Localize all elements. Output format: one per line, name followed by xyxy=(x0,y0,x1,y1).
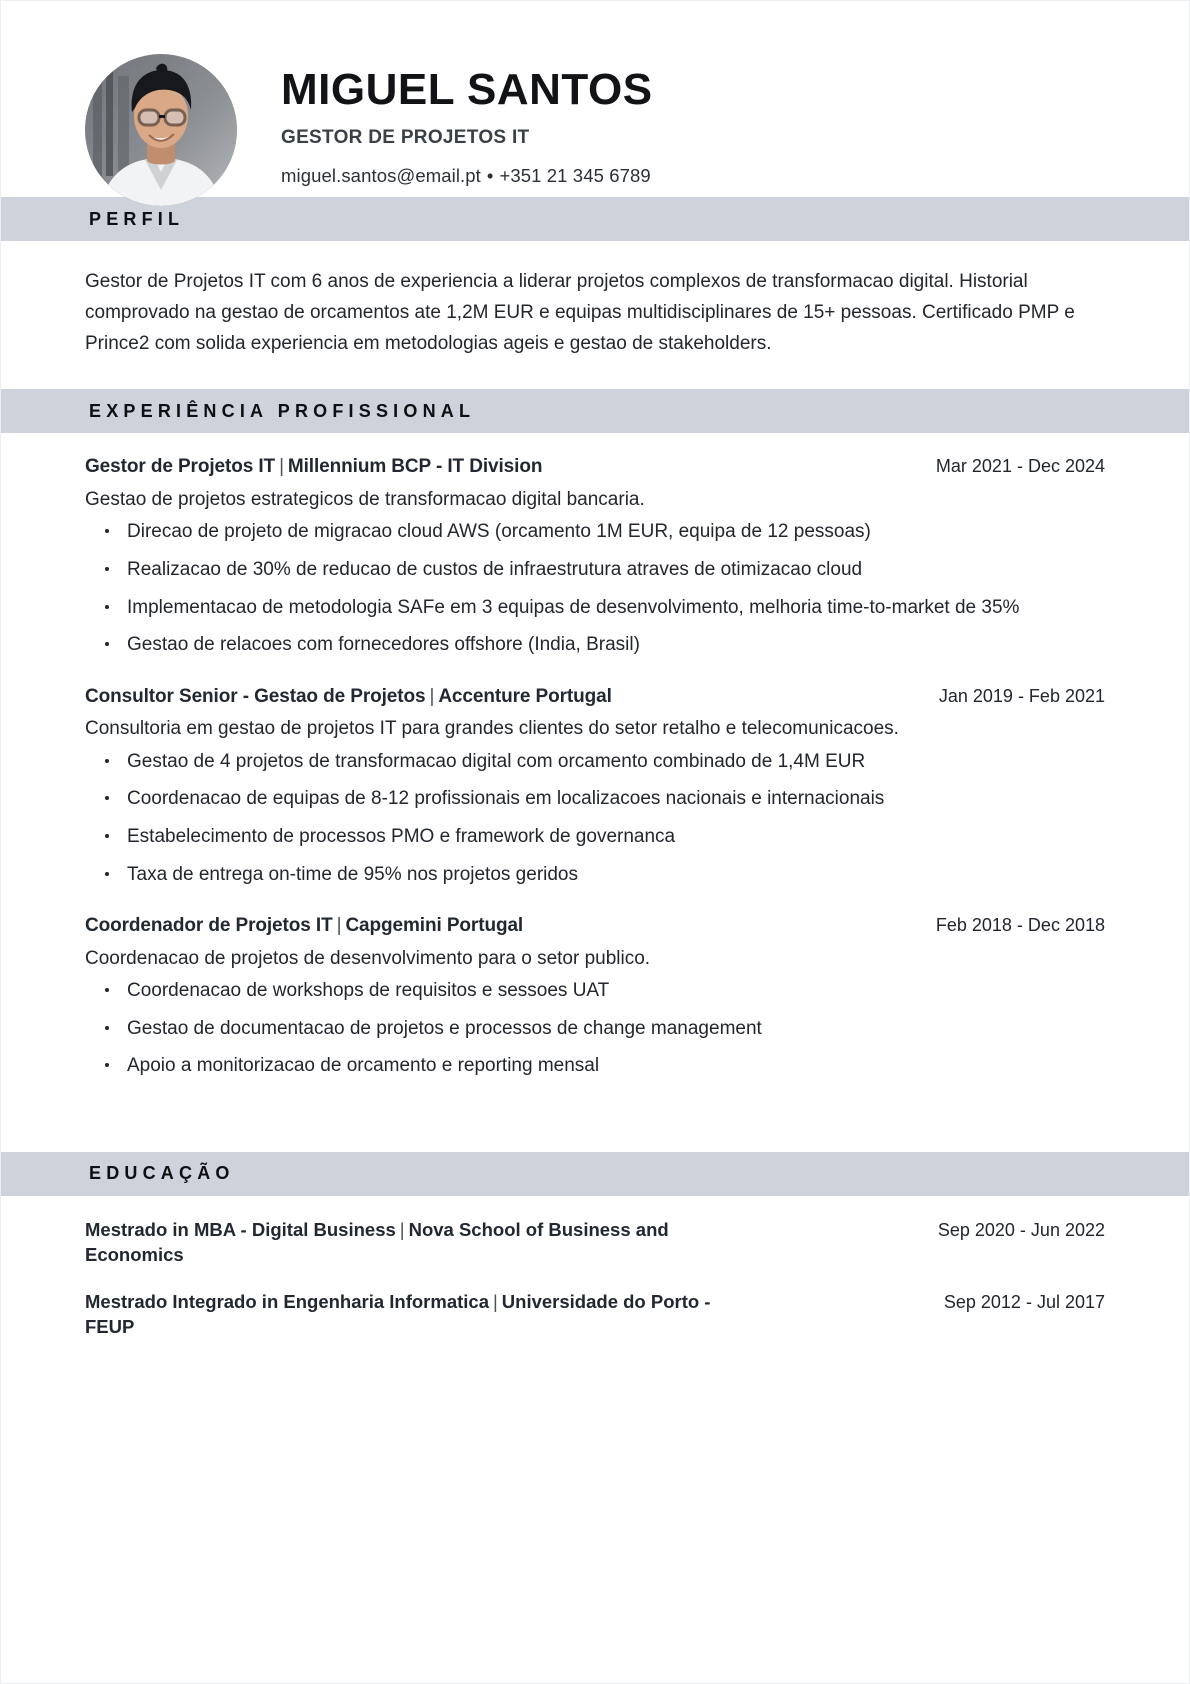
experience-bullet: Coordenacao de workshops de requisitos e sessoes UAT xyxy=(85,977,1105,1005)
section-title-experience: EXPERIÊNCIA PROFISSIONAL xyxy=(89,400,476,421)
section-title-profile: PERFIL xyxy=(89,208,185,229)
section-body-experience xyxy=(1,433,1189,1114)
experience-date: Mar 2021 - Dec 2024 xyxy=(935,456,1105,477)
experience-bullet: Apoio a monitorizacao de orcamento e reporting mensal xyxy=(85,1052,1105,1080)
education-degree: Mestrado in MBA - Digital Business xyxy=(85,1218,396,1240)
experience-role-company xyxy=(85,685,612,710)
section-body-profile xyxy=(1,241,1189,389)
experience-company: Accenture Portugal xyxy=(438,685,612,707)
education-date: Sep 2020 - Jun 2022 xyxy=(937,1219,1105,1240)
experience-entry-header xyxy=(85,455,1105,480)
education-entry xyxy=(85,1290,1105,1340)
experience-bullet: Gestao de 4 projetos de transformacao digital com orcamento combinado de 1,4M EUR xyxy=(85,748,1105,776)
experience-bullet: Implementacao de metodologia SAFe em 3 equipas de desenvolvimento, melhoria time-to-market de 35% xyxy=(85,594,1105,622)
title-separator: | xyxy=(279,456,284,478)
experience-company: Capgemini Portugal xyxy=(345,915,524,937)
experience-bullet: Coordenacao de equipas de 8-12 profissionais em localizacoes nacionais e internacionais xyxy=(85,785,1105,813)
experience-entry-header xyxy=(85,914,1105,939)
experience-entry xyxy=(85,685,1105,888)
experience-date: Feb 2018 - Dec 2018 xyxy=(935,915,1105,936)
avatar-photo-icon xyxy=(85,54,237,206)
spacer xyxy=(1,1114,1189,1152)
phone-text: +351 21 345 6789 xyxy=(499,164,651,186)
section-body-education xyxy=(1,1196,1189,1340)
title-separator: | xyxy=(399,1218,405,1240)
section-header-experience xyxy=(1,389,1189,433)
experience-summary: Consultoria em gestao de projetos IT para grandes clientes do setor retalho e telecomunicacoes. xyxy=(85,718,899,740)
experience-bullet: Estabelecimento de processos PMO e framework de governanca xyxy=(85,823,1105,851)
experience-entry xyxy=(85,455,1105,658)
experience-bullet: Gestao de relacoes com fornecedores offshore (India, Brasil) xyxy=(85,631,1105,659)
experience-role-company xyxy=(85,914,523,939)
header-job-title: GESTOR DE PROJETOS IT xyxy=(281,126,530,148)
education-entry-header xyxy=(85,1290,1105,1340)
experience-role-company xyxy=(85,455,542,480)
education-degree: Mestrado Integrado in Engenharia Informatica xyxy=(85,1290,489,1312)
title-separator: | xyxy=(336,915,342,937)
contact-separator: • xyxy=(486,164,494,186)
experience-role: Gestor de Projetos IT xyxy=(85,456,276,478)
resume-header xyxy=(1,1,1189,197)
experience-bullet: Taxa de entrega on-time de 95% nos projetos geridos xyxy=(85,861,1105,889)
section-header-education xyxy=(1,1152,1189,1196)
education-degree-institution xyxy=(85,1218,725,1268)
experience-bullet-list xyxy=(85,518,1105,658)
experience-bullet: Direcao de projeto de migracao cloud AWS (orcamento 1M EUR, equipa de 12 pessoas) xyxy=(85,518,1105,546)
experience-entry xyxy=(85,914,1105,1080)
experience-bullet: Gestao de documentacao de projetos e processos de change management xyxy=(85,1015,1105,1043)
education-entry xyxy=(85,1218,1105,1268)
section-title-education: EDUCAÇÃO xyxy=(89,1163,235,1184)
experience-bullet-list xyxy=(85,748,1105,888)
experience-role: Coordenador de Projetos IT xyxy=(85,915,333,937)
education-entry-header xyxy=(85,1218,1105,1268)
experience-bullet: Realizacao de 30% de reducao de custos de infraestrutura atraves de otimizacao cloud xyxy=(85,556,1105,584)
experience-company: Millennium BCP - IT Division xyxy=(287,456,543,478)
experience-summary: Coordenacao de projetos de desenvolvimento para o setor publico. xyxy=(85,947,651,969)
education-institution: Universidade do Porto - FEUP xyxy=(85,1290,711,1337)
experience-role: Consultor Senior - Gestao de Projetos xyxy=(85,685,426,707)
avatar xyxy=(85,54,237,206)
experience-bullet-list xyxy=(85,977,1105,1080)
experience-entry-header xyxy=(85,685,1105,710)
education-institution: Nova School of Business and Economics xyxy=(85,1218,669,1265)
header-text-block xyxy=(237,67,653,192)
education-degree-institution xyxy=(85,1290,725,1340)
experience-summary: Gestao de projetos estrategicos de transformacao digital bancaria. xyxy=(85,488,645,510)
email-text: miguel.santos@email.pt xyxy=(281,164,481,186)
experience-date: Jan 2019 - Feb 2021 xyxy=(938,685,1105,706)
page-title: MIGUEL SANTOS xyxy=(281,65,653,115)
contact-line xyxy=(281,165,653,187)
education-date: Sep 2012 - Jul 2017 xyxy=(943,1291,1105,1312)
title-separator: | xyxy=(429,685,435,707)
profile-text: Gestor de Projetos IT com 6 anos de experiencia a liderar projetos complexos de transformacao digital. Historial comprovado na gestao de orcamentos ate 1,2M EUR e equipas multidisciplinares de 15+ pessoas. Certificado PMP e Prince2 com solida experiencia em metodologias ageis e gestao de stakeholders. xyxy=(85,271,1075,354)
title-separator: | xyxy=(492,1290,498,1312)
